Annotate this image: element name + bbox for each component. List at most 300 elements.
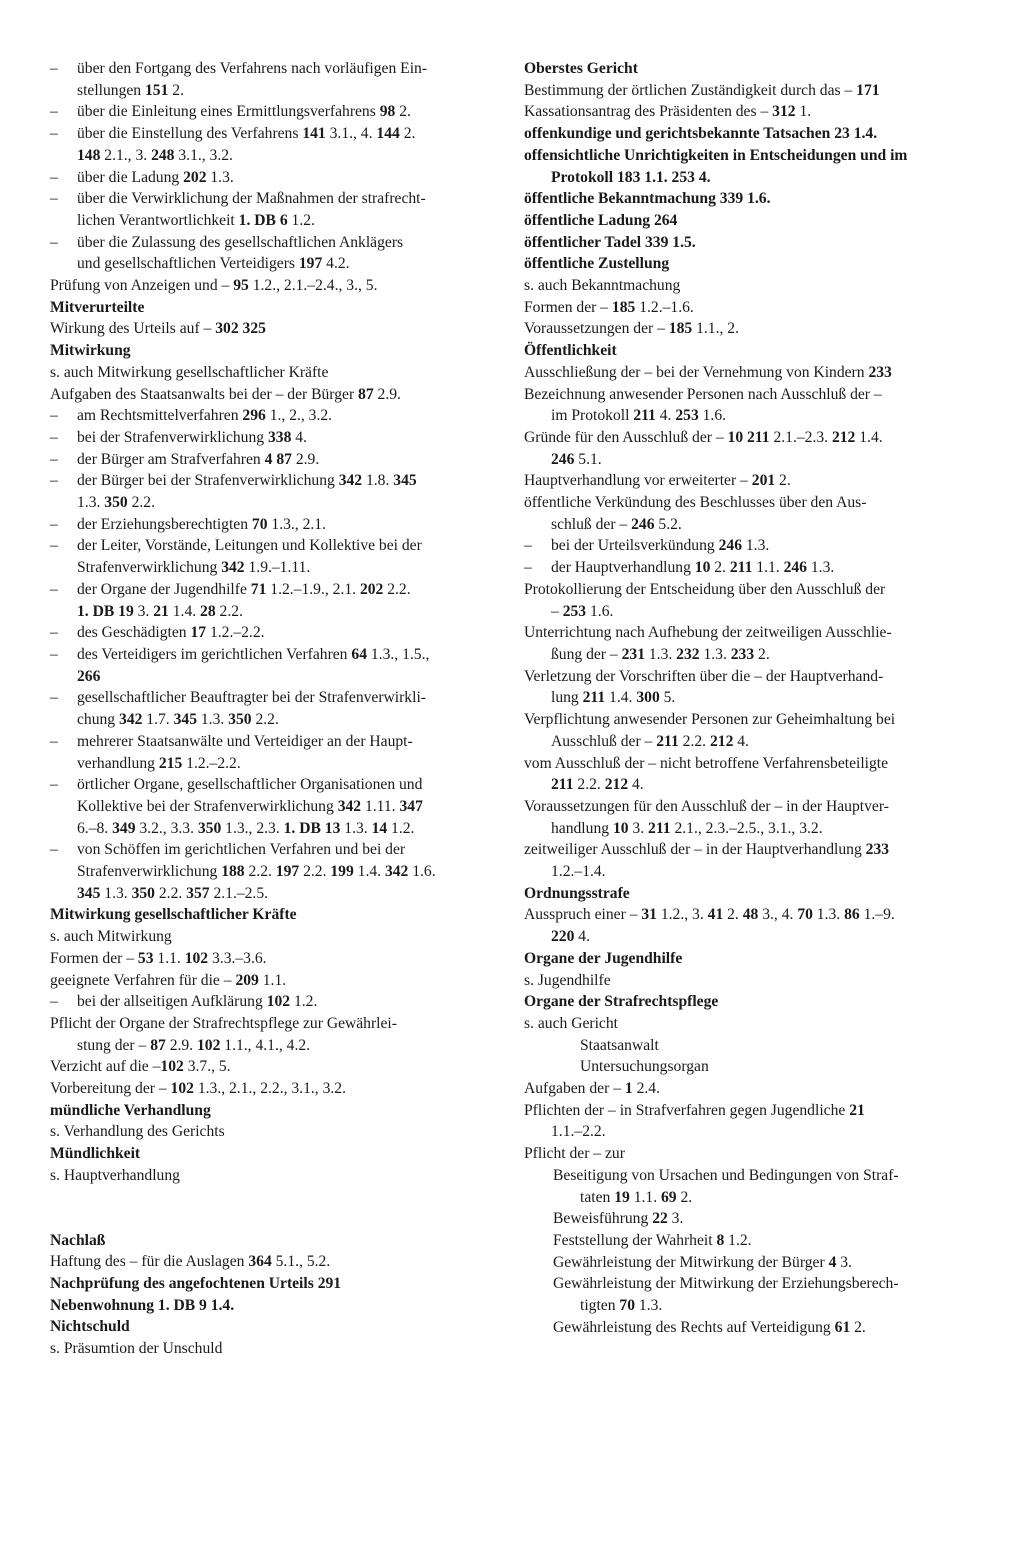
index-reference-bold: 248 bbox=[151, 146, 175, 164]
index-line: Organe der Strafrechtspflege bbox=[524, 993, 719, 1011]
index-reference-bold: 4 bbox=[828, 1253, 837, 1271]
index-reference-bold: 185 bbox=[611, 298, 636, 316]
index-line: – über die Zulassung des gesellschaftlichen Anklägers bbox=[77, 233, 404, 251]
index-line: Protokoll 183 1.1. 253 4. bbox=[551, 168, 711, 186]
index-subentry bbox=[524, 1252, 970, 1274]
index-entry bbox=[524, 796, 970, 839]
index-line: Aufgaben der – 1 2.4. bbox=[524, 1080, 660, 1098]
index-line: Formen der – 185 1.2.–1.6. bbox=[524, 298, 694, 316]
index-line: Gewährleistung der Mitwirkung der Erziehungsberech- bbox=[553, 1275, 899, 1293]
index-reference-bold: 215 bbox=[158, 754, 183, 772]
index-line: Verpflichtung anwesender Personen zur Geheimhaltung bei bbox=[524, 711, 896, 729]
index-line: lichen Verantwortlichkeit 1. DB 6 1.2. bbox=[77, 211, 315, 229]
index-line: Nachlaß bbox=[50, 1231, 106, 1249]
index-reference-bold: 246 bbox=[551, 450, 575, 468]
index-subentry bbox=[524, 1208, 970, 1230]
index-subentry bbox=[524, 557, 970, 579]
index-line: – der Organe der Jugendhilfe 71 1.2.–1.9., 2.1. 202 2.2. bbox=[77, 580, 411, 598]
index-line: Pflicht der Organe der Strafrechtspflege zur Gewährlei- bbox=[50, 1014, 397, 1032]
index-line: Strafenverwirklichung 342 1.9.–1.11. bbox=[77, 559, 311, 577]
index-line: Ordnungsstrafe bbox=[524, 884, 630, 902]
index-line: 1.2.–1.4. bbox=[551, 863, 606, 881]
index-entry bbox=[524, 1013, 970, 1035]
index-reference-bold: 197 bbox=[298, 255, 323, 273]
index-reference-bold: 86 bbox=[844, 906, 860, 924]
index-line: – der Hauptverhandlung 10 2. 211 1.1. 246 1.3. bbox=[551, 559, 835, 577]
index-reference-bold: 253 bbox=[562, 602, 587, 620]
index-heading bbox=[524, 253, 970, 275]
index-line: Beseitigung von Ursachen und Bedingungen von Straf- bbox=[553, 1166, 899, 1184]
index-line: Ausspruch einer – 31 1.2., 3. 41 2. 48 3., 4. 70 1.3. 86 1.–9. bbox=[524, 906, 895, 924]
index-entry bbox=[524, 622, 970, 665]
index-entry bbox=[50, 948, 496, 970]
index-subentry bbox=[50, 839, 496, 904]
index-reference-bold: 350 bbox=[131, 884, 155, 902]
index-subentry bbox=[50, 514, 496, 536]
index-reference-bold: 211 bbox=[582, 689, 606, 707]
index-entry bbox=[50, 1165, 496, 1187]
index-line: 1.3. 350 2.2. bbox=[77, 494, 155, 512]
index-subentry bbox=[50, 58, 496, 101]
index-reference-bold: 53 bbox=[137, 949, 154, 967]
index-line: im Protokoll 211 4. 253 1.6. bbox=[551, 407, 727, 425]
index-line: öffentliche Verkündung des Beschlusses über den Aus- bbox=[524, 494, 867, 512]
index-reference-bold: 95 bbox=[233, 277, 249, 295]
index-subentry bbox=[50, 449, 496, 471]
index-reference-bold: 349 bbox=[112, 819, 136, 837]
index-line: Verzicht auf die –102 3.7., 5. bbox=[50, 1058, 231, 1076]
index-heading bbox=[50, 340, 496, 362]
index-heading bbox=[524, 210, 970, 232]
index-reference-bold: 312 bbox=[772, 103, 796, 121]
index-reference-bold: 338 bbox=[267, 428, 292, 446]
section-spacer bbox=[50, 1187, 496, 1230]
index-reference-bold: 87 bbox=[358, 385, 374, 403]
index-entry bbox=[524, 666, 970, 709]
index-line: Feststellung der Wahrheit 8 1.2. bbox=[553, 1231, 752, 1249]
index-line: 1. DB 19 3. 21 1.4. 28 2.2. bbox=[77, 602, 243, 620]
index-reference-bold: 253 bbox=[675, 407, 699, 425]
index-reference-bold: 211 bbox=[648, 819, 671, 837]
index-line: Staatsanwalt bbox=[580, 1036, 659, 1054]
index-entry bbox=[524, 492, 970, 535]
index-line: 220 4. bbox=[551, 928, 590, 946]
index-line: – der Bürger am Strafverfahren 4 87 2.9. bbox=[77, 450, 320, 468]
index-subentry bbox=[524, 1317, 970, 1339]
index-reference-bold: 1 bbox=[624, 1080, 633, 1098]
index-entry bbox=[50, 1121, 496, 1143]
index-reference-bold: 171 bbox=[856, 81, 880, 99]
index-heading bbox=[524, 991, 970, 1013]
index-line: Mitwirkung bbox=[50, 342, 131, 360]
index-line: mündliche Verhandlung bbox=[50, 1101, 211, 1119]
index-line: s. auch Bekanntmachung bbox=[524, 277, 681, 295]
index-subentry bbox=[50, 188, 496, 231]
index-entry bbox=[50, 275, 496, 297]
index-reference-bold: 48 bbox=[742, 906, 759, 924]
index-entry bbox=[524, 1143, 970, 1165]
index-reference-bold: 201 bbox=[751, 472, 776, 490]
index-heading bbox=[50, 1143, 496, 1165]
index-reference-bold: 342 bbox=[337, 797, 362, 815]
index-reference-bold: 185 bbox=[668, 320, 693, 338]
index-line: Hauptverhandlung vor erweiterter – 201 2. bbox=[524, 472, 791, 490]
index-line: 1.1.–2.2. bbox=[551, 1123, 606, 1141]
index-line: – 253 1.6. bbox=[551, 602, 614, 620]
index-line: – der Leiter, Vorstände, Leitungen und Kollektive bei der bbox=[77, 537, 422, 555]
index-entry bbox=[50, 1078, 496, 1100]
index-entry bbox=[524, 101, 970, 123]
index-reference-bold: 212 bbox=[831, 428, 856, 446]
index-line: offenkundige und gerichtsbekannte Tatsachen 23 1.4. bbox=[524, 125, 878, 143]
index-line: – gesellschaftlicher Beauftragter bei der Strafenverwirkli- bbox=[77, 689, 426, 707]
index-reference-bold: 102 bbox=[160, 1058, 184, 1076]
index-reference-bold: 17 bbox=[190, 624, 207, 642]
index-line: tigten 70 1.3. bbox=[580, 1297, 663, 1315]
index-reference-bold: 266 bbox=[77, 667, 101, 685]
index-line: Formen der – 53 1.1. 102 3.3.–3.6. bbox=[50, 949, 267, 967]
index-reference-bold: 151 bbox=[145, 81, 169, 99]
index-heading bbox=[50, 904, 496, 926]
index-subentry bbox=[524, 1230, 970, 1252]
index-reference-bold: 41 bbox=[707, 906, 724, 924]
index-line: geeignete Verfahren für die – 209 1.1. bbox=[50, 971, 287, 989]
index-reference-bold: 10 bbox=[694, 559, 711, 577]
index-entry bbox=[524, 297, 970, 319]
index-subentry bbox=[524, 1056, 970, 1078]
index-reference-bold: 345 bbox=[393, 472, 417, 490]
index-line: Unterrichtung nach Aufhebung der zeitweiligen Ausschlie- bbox=[524, 624, 892, 642]
index-reference-bold: 342 bbox=[338, 472, 363, 490]
index-line: Untersuchungsorgan bbox=[580, 1058, 709, 1076]
index-reference-bold: 212 bbox=[604, 776, 629, 794]
index-subentry bbox=[50, 405, 496, 427]
index-entry bbox=[50, 926, 496, 948]
index-heading bbox=[524, 883, 970, 905]
index-line: – der Bürger bei der Strafenverwirklichung 342 1.8. 345 bbox=[77, 472, 417, 490]
index-reference-bold: 70 bbox=[251, 515, 268, 533]
index-entry bbox=[524, 839, 970, 882]
index-line: Wirkung des Urteils auf – 302 325 bbox=[50, 320, 266, 338]
index-line: Verletzung der Vorschriften über die – der Hauptverhand- bbox=[524, 667, 884, 685]
index-reference-bold: 220 bbox=[551, 928, 575, 946]
index-reference-bold: 70 bbox=[797, 906, 813, 924]
index-entry bbox=[524, 1100, 970, 1143]
index-subentry bbox=[524, 1035, 970, 1057]
index-reference-bold: 246 bbox=[783, 559, 807, 577]
index-reference-bold: 102 bbox=[184, 949, 209, 967]
index-line: s. Verhandlung des Gerichts bbox=[50, 1123, 225, 1141]
index-line: 6.–8. 349 3.2., 3.3. 350 1.3., 2.3. 1. DB 13 1.3. 14 1.2. bbox=[77, 819, 415, 837]
index-heading bbox=[524, 58, 970, 80]
index-reference-bold: 211 bbox=[633, 407, 656, 425]
index-line: Aufgaben des Staatsanwalts bei der – der Bürger 87 2.9. bbox=[50, 385, 401, 403]
index-reference-bold: 71 bbox=[250, 580, 267, 598]
index-entry bbox=[524, 318, 970, 340]
index-reference-bold: 1. DB 6 bbox=[238, 211, 288, 229]
index-heading bbox=[524, 232, 970, 254]
index-line: s. auch Mitwirkung gesellschaftlicher Kräfte bbox=[50, 363, 329, 381]
index-line: Voraussetzungen für den Ausschluß der – in der Hauptver- bbox=[524, 797, 889, 815]
index-entry bbox=[524, 80, 970, 102]
index-reference-bold: 209 bbox=[235, 971, 259, 989]
index-line: 246 5.1. bbox=[551, 450, 602, 468]
index-reference-bold: 350 bbox=[104, 494, 128, 512]
index-reference-bold: 246 bbox=[631, 515, 655, 533]
index-line: lung 211 1.4. 300 5. bbox=[551, 689, 676, 707]
index-reference-bold: 342 bbox=[221, 559, 245, 577]
index-reference-bold: 212 bbox=[709, 732, 734, 750]
index-line: Kollektive bei der Strafenverwirklichung 342 1.11. 347 bbox=[77, 797, 423, 815]
index-line: – über die Verwirklichung der Maßnahmen der strafrecht- bbox=[77, 190, 426, 208]
index-reference-bold: 296 bbox=[242, 407, 266, 425]
index-line: – am Rechtsmittelverfahren 296 1., 2., 3.2. bbox=[77, 407, 333, 425]
index-reference-bold: 1. DB 13 bbox=[283, 819, 341, 837]
index-reference-bold: 345 bbox=[173, 711, 197, 729]
index-line: öffentliche Ladung 264 bbox=[524, 211, 678, 229]
index-subentry bbox=[50, 232, 496, 275]
index-line: taten 19 1.1. 69 2. bbox=[580, 1188, 693, 1206]
index-entry bbox=[524, 579, 970, 622]
index-reference-bold: 246 bbox=[718, 537, 742, 555]
index-subentry bbox=[50, 535, 496, 578]
index-subentry bbox=[50, 644, 496, 687]
index-reference-bold: 144 bbox=[376, 125, 400, 143]
index-line: Nichtschuld bbox=[50, 1318, 130, 1336]
index-line: 148 2.1., 3. 248 3.1., 3.2. bbox=[77, 146, 233, 164]
index-line: offensichtliche Unrichtigkeiten in Entscheidungen und im bbox=[524, 146, 908, 164]
index-line: öffentliche Bekanntmachung 339 1.6. bbox=[524, 190, 771, 208]
index-entry bbox=[524, 904, 970, 947]
index-entry bbox=[524, 427, 970, 470]
index-entry bbox=[50, 318, 496, 340]
index-entry bbox=[50, 1251, 496, 1273]
index-subentry bbox=[50, 579, 496, 622]
index-line: ßung der – 231 1.3. 232 1.3. 233 2. bbox=[551, 645, 770, 663]
index-reference-bold: 199 bbox=[330, 863, 354, 881]
index-reference-bold: 233 bbox=[865, 841, 890, 859]
index-entry bbox=[50, 1338, 496, 1360]
index-entry bbox=[524, 709, 970, 752]
index-reference-bold: 211 bbox=[656, 732, 679, 750]
index-line: handlung 10 3. 211 2.1., 2.3.–2.5., 3.1., 3.2. bbox=[551, 819, 823, 837]
index-line: chung 342 1.7. 345 1.3. 350 2.2. bbox=[77, 711, 279, 729]
index-entry bbox=[524, 275, 970, 297]
index-reference-bold: 300 bbox=[636, 689, 660, 707]
index-line: Ausschließung der – bei der Vernehmung von Kindern 233 bbox=[524, 363, 892, 381]
index-line: Prüfung von Anzeigen und – 95 1.2., 2.1.–2.4., 3., 5. bbox=[50, 277, 378, 295]
index-entry bbox=[50, 384, 496, 406]
index-line: Gewährleistung des Rechts auf Verteidigung 61 2. bbox=[553, 1318, 866, 1336]
index-column-left bbox=[50, 58, 496, 1360]
index-line: Nachprüfung des angefochtenen Urteils 291 bbox=[50, 1274, 342, 1292]
index-entry bbox=[524, 470, 970, 492]
index-line: – bei der Strafenverwirklichung 338 4. bbox=[77, 428, 307, 446]
index-line: s. Hauptverhandlung bbox=[50, 1166, 180, 1184]
index-heading bbox=[524, 948, 970, 970]
index-reference-bold: 102 bbox=[266, 993, 291, 1011]
index-reference-bold: 61 bbox=[834, 1318, 851, 1336]
index-line: Kassationsantrag des Präsidenten des – 312 1. bbox=[524, 103, 812, 121]
index-entry bbox=[50, 362, 496, 384]
index-reference-bold: 231 bbox=[621, 645, 645, 663]
index-subentry bbox=[50, 991, 496, 1013]
index-reference-bold: 1. DB 19 bbox=[77, 602, 134, 620]
index-subentry bbox=[524, 535, 970, 557]
index-line: Bezeichnung anwesender Personen nach Ausschluß der – bbox=[524, 385, 882, 403]
index-line: 211 2.2. 212 4. bbox=[551, 776, 644, 794]
index-line: s. auch Gericht bbox=[524, 1014, 618, 1032]
index-reference-bold: 141 bbox=[302, 125, 326, 143]
index-heading bbox=[50, 1100, 496, 1122]
index-line: – über die Ladung 202 1.3. bbox=[77, 168, 234, 186]
index-line: Oberstes Gericht bbox=[524, 60, 638, 77]
index-reference-bold: 14 bbox=[371, 819, 388, 837]
index-entry bbox=[524, 1078, 970, 1100]
index-line: Ausschluß der – 211 2.2. 212 4. bbox=[551, 732, 749, 750]
index-line: Pflichten der – in Strafverfahren gegen Jugendliche 21 bbox=[524, 1101, 865, 1119]
index-entry bbox=[50, 1056, 496, 1078]
index-reference-bold: 21 bbox=[849, 1101, 865, 1119]
index-subentry bbox=[50, 167, 496, 189]
index-reference-bold: 233 bbox=[730, 645, 755, 663]
index-column-right bbox=[524, 58, 970, 1338]
index-reference-bold: 22 bbox=[652, 1210, 668, 1228]
index-reference-bold: 19 bbox=[614, 1188, 630, 1206]
index-line: verhandlung 215 1.2.–2.2. bbox=[77, 754, 241, 772]
index-reference-bold: 350 bbox=[197, 819, 222, 837]
index-line: – der Erziehungsberechtigten 70 1.3., 2.1. bbox=[77, 515, 326, 533]
index-subentry bbox=[524, 1273, 970, 1316]
index-line: öffentliche Zustellung bbox=[524, 255, 670, 273]
index-reference-bold: 148 bbox=[77, 146, 101, 164]
index-reference-bold: 347 bbox=[399, 797, 423, 815]
index-reference-bold: 350 bbox=[228, 711, 252, 729]
index-line: schluß der – 246 5.2. bbox=[551, 515, 682, 533]
index-subentry bbox=[50, 101, 496, 123]
index-reference-bold: 345 bbox=[77, 884, 101, 902]
index-line: Protokollierung der Entscheidung über den Ausschluß der bbox=[524, 580, 886, 598]
index-reference-bold: 70 bbox=[619, 1297, 636, 1315]
index-line: – des Geschädigten 17 1.2.–2.2. bbox=[77, 624, 265, 642]
index-heading bbox=[50, 1273, 496, 1295]
index-reference-bold: 10 211 bbox=[727, 428, 770, 446]
index-heading bbox=[524, 188, 970, 210]
index-entry bbox=[524, 753, 970, 796]
index-heading bbox=[524, 340, 970, 362]
index-reference-bold: 64 bbox=[351, 645, 367, 663]
index-line: – örtlicher Organe, gesellschaftlicher Organisationen und bbox=[77, 776, 423, 794]
index-reference-bold: 102 bbox=[196, 1036, 221, 1054]
index-heading bbox=[50, 1295, 496, 1317]
index-line bbox=[77, 666, 496, 688]
index-reference-bold: 87 bbox=[150, 1036, 166, 1054]
index-line: vom Ausschluß der – nicht betroffene Verfahrensbeteiligte bbox=[524, 754, 889, 772]
index-reference-bold: 202 bbox=[183, 168, 207, 186]
index-line: Öffentlichkeit bbox=[524, 342, 617, 360]
index-heading bbox=[50, 1316, 496, 1338]
index-line: s. Präsumtion der Unschuld bbox=[50, 1340, 223, 1358]
index-reference-bold: 342 bbox=[119, 711, 143, 729]
index-reference-bold: 21 bbox=[153, 602, 169, 620]
index-line: und gesellschaftlichen Verteidigers 197 4.2. bbox=[77, 255, 350, 273]
index-line: s. Jugendhilfe bbox=[524, 971, 611, 989]
index-reference-bold: 211 bbox=[729, 559, 753, 577]
index-line: Mündlichkeit bbox=[50, 1145, 141, 1163]
index-reference-bold: 102 bbox=[170, 1080, 194, 1098]
index-entry bbox=[50, 1013, 496, 1056]
index-line: öffentlicher Tadel 339 1.5. bbox=[524, 233, 696, 251]
index-line: stung der – 87 2.9. 102 1.1., 4.1., 4.2. bbox=[77, 1036, 311, 1054]
index-line: Nebenwohnung 1. DB 9 1.4. bbox=[50, 1296, 235, 1314]
index-line: Bestimmung der örtlichen Zuständigkeit durch das – 171 bbox=[524, 81, 880, 99]
index-subentry bbox=[50, 731, 496, 774]
index-heading bbox=[50, 1230, 496, 1252]
index-line: Mitverurteilte bbox=[50, 298, 145, 316]
index-reference-bold: 232 bbox=[676, 645, 700, 663]
index-line: – von Schöffen im gerichtlichen Verfahren und bei der bbox=[77, 841, 406, 859]
index-line: stellungen 151 2. bbox=[77, 81, 184, 99]
index-reference-bold: 8 bbox=[716, 1231, 725, 1249]
index-subentry bbox=[50, 470, 496, 513]
index-reference-bold: 357 bbox=[186, 884, 210, 902]
index-entry bbox=[50, 970, 496, 992]
index-line: Vorbereitung der – 102 1.3., 2.1., 2.2., 3.1., 3.2. bbox=[50, 1080, 346, 1098]
index-line: s. auch Mitwirkung bbox=[50, 928, 172, 946]
index-reference-bold: 211 bbox=[551, 776, 574, 794]
index-entry bbox=[524, 384, 970, 427]
index-reference-bold: 233 bbox=[868, 363, 892, 381]
index-reference-bold: 197 bbox=[275, 863, 300, 881]
index-line: – bei der allseitigen Aufklärung 102 1.2. bbox=[77, 993, 318, 1011]
index-subentry bbox=[524, 1165, 970, 1208]
index-reference-bold: 69 bbox=[660, 1188, 677, 1206]
index-line: Haftung des – für die Auslagen 364 5.1., 5.2. bbox=[50, 1253, 331, 1271]
index-reference-bold: 202 bbox=[359, 580, 384, 598]
index-line: 345 1.3. 350 2.2. 357 2.1.–2.5. bbox=[77, 884, 269, 902]
index-reference-bold: 4 87 bbox=[264, 450, 292, 468]
index-line: Gründe für den Ausschluß der – 10 211 2.1.–2.3. 212 1.4. bbox=[524, 428, 883, 446]
index-subentry bbox=[50, 622, 496, 644]
index-heading bbox=[524, 145, 970, 188]
index-reference-bold: 28 bbox=[200, 602, 216, 620]
index-line: Voraussetzungen der – 185 1.1., 2. bbox=[524, 320, 739, 338]
index-line: Organe der Jugendhilfe bbox=[524, 949, 683, 967]
index-reference-bold: 364 bbox=[248, 1253, 272, 1271]
index-reference-bold: 31 bbox=[641, 906, 657, 924]
index-line: zeitweiliger Ausschluß der – in der Hauptverhandlung 233 bbox=[524, 841, 890, 859]
index-line: Gewährleistung der Mitwirkung der Bürger 4 3. bbox=[553, 1253, 852, 1271]
index-reference-bold: 188 bbox=[221, 863, 245, 881]
index-subentry bbox=[50, 774, 496, 839]
index-line: – bei der Urteilsverkündung 246 1.3. bbox=[551, 537, 770, 555]
index-line: – über den Fortgang des Verfahrens nach vorläufigen Ein- bbox=[77, 60, 428, 77]
index-subentry bbox=[50, 123, 496, 166]
index-entry bbox=[524, 970, 970, 992]
index-line: – über die Einleitung eines Ermittlungsverfahrens 98 2. bbox=[77, 103, 411, 121]
index-line: Strafenverwirklichung 188 2.2. 197 2.2. 199 1.4. 342 1.6. bbox=[77, 863, 436, 881]
index-entry bbox=[524, 362, 970, 384]
index-line: – über die Einstellung des Verfahrens 141 3.1., 4. 144 2. bbox=[77, 125, 416, 143]
index-reference-bold: 342 bbox=[384, 863, 409, 881]
index-subentry bbox=[50, 427, 496, 449]
index-line: Beweisführung 22 3. bbox=[553, 1210, 684, 1228]
index-heading bbox=[50, 297, 496, 319]
index-reference-bold: 98 bbox=[379, 103, 396, 121]
index-subentry bbox=[50, 687, 496, 730]
index-reference-bold: 302 325 bbox=[215, 320, 266, 338]
index-line: – des Verteidigers im gerichtlichen Verfahren 64 1.3., 1.5., bbox=[77, 645, 430, 663]
